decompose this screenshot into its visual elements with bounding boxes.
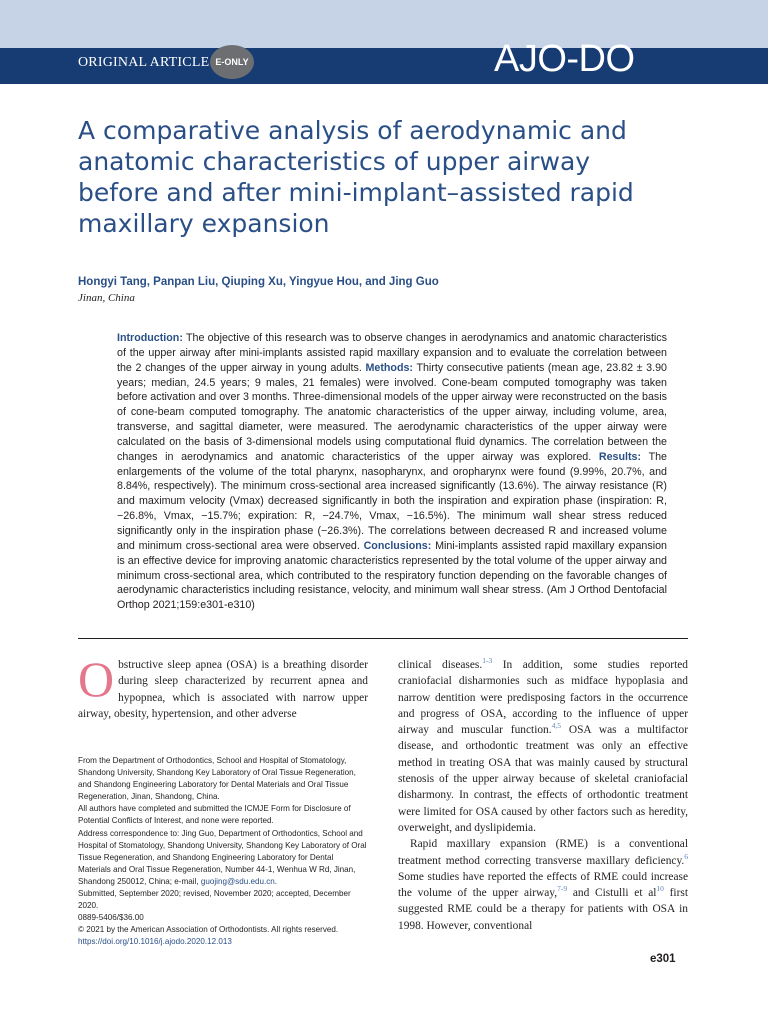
disclosure-note: All authors have completed and submitted the ICMJE Form for Disclosure of Potential Conflicts of Interest, and none were reported. xyxy=(78,804,351,826)
citation-ref[interactable]: 7-9 xyxy=(557,884,568,894)
affiliation-note: From the Department of Orthodontics, School and Hospital of Stomatology, Shandong University, Shandong Key Laboratory of Oral Tissue Regeneration, and Shandong Engineering Laboratory for Dental Materials and Oral Tissue Regeneration, Jinan, Shandong, China. xyxy=(78,756,356,802)
body-paragraph: Rapid maxillary expansion (RME) is a conventional treatment method correcting transverse maxillary deficiency.$^6$ Some studies have reported the effects of RME could increase the volume of the upper airway,$^{7-9}$ and Cistulli et $al^{10}$ first suggested RME could be a therapy for patients with OSA in 1998. However, conventional xyxy=(398,838,688,932)
section-divider xyxy=(78,638,688,639)
abstract-conclusions: Mini-implants assisted rapid maxillary expansion is an effective device for improving anatomic characteristics represented by the total volume of the upper airway and minimum cross-sectional area, which contributed to the respiratory function depending on the favorable changes of aerodynamic characteristics including resistance, velocity, and minimum wall shear stress. (Am J Orthod Dentofacial Orthop 2021;159:e301-e310) xyxy=(117,539,667,612)
abstract-results: The enlargements of the volume of the total pharynx, nasopharynx, and oropharynx were found (9.99%, 20.7%, and 8.84%, respectively). The minimum cross-sectional area increased significantly (13.6%). The airway resistance (R) and maximum velocity (Vmax) decreased significantly in both the inspiration and expiration phase (inspiration: R, −26.8%, Vmax, −15.7%; expiration: R, −24.7%, Vmax, −16.5%). The minimum wall shear stress reduced significantly only in the inspiration phase (−26.3%). The correlations between decreased R and increased volume and minimum cross-sectional area were observed. xyxy=(117,450,667,552)
author-list[interactable]: Hongyi Tang, Panpan Liu, Qiuping Xu, Yingyue Hou, and Jing Guo xyxy=(78,276,439,288)
citation-ref[interactable]: 4,5 xyxy=(551,721,561,731)
footnotes xyxy=(78,755,368,949)
article-type-label: ORIGINAL ARTICLE xyxy=(78,55,210,70)
body-column-left xyxy=(78,651,368,722)
email-link[interactable]: guojing@sdu.edu.cn xyxy=(200,876,275,886)
article-title: A comparative analysis of aerodynamic and anatomic characteristics of upper airway before and after mini-implant–assisted rapid maxillary expansion xyxy=(78,116,634,238)
abstract xyxy=(117,331,667,613)
doi-link[interactable]: https://doi.org/10.1016/j.ajodo.2020.12.013 xyxy=(78,937,232,947)
citation-ref[interactable]: 1-3 xyxy=(482,656,493,666)
drop-cap: O xyxy=(78,651,115,707)
e-only-badge: E-ONLY xyxy=(210,45,254,79)
abstract-conclusions-heading: Conclusions: xyxy=(363,539,432,552)
copyright-note: © 2021 by the American Association of Orthodontists. All rights reserved. xyxy=(78,925,339,935)
page-number: e301 xyxy=(650,953,676,965)
abstract-methods: Thirty consecutive patients (mean age, 23.82 ± 3.90 years; median, 24.5 years; 9 males, 21 females) were involved. Cone-beam computed tomography was taken before activation and over 3 months. Three-dimensional models of the upper airway were reconstructed on the basis of cone-beam computed tomography. The anatomic characteristics of the upper airway, including volume, area, transverse, and sagittal diameter, were measured. The aerodynamic characteristics of the upper airway were calculated on the basis of 3-dimensional models using computational fluid dynamics. The correlation between the changes in aerodynamics and anatomic characteristics of the upper airway was explored. xyxy=(117,361,667,463)
abstract-introduction-heading: Introduction: xyxy=(117,332,183,344)
top-band xyxy=(0,0,768,48)
abstract-introduction: The objective of this research was to observe changes in aerodynamics and anatomic characteristics of the upper airway after mini-implants assisted rapid maxillary expansion and to evaluate the correlation between the 2 changes of the upper airway in young adults. xyxy=(117,332,667,374)
intro-paragraph: bstructive sleep apnea (OSA) is a breathing disorder during sleep characterized by recurrent apnea and hypopnea, which is associated with narrow upper airway, obesity, hypertension, and other adverse xyxy=(78,659,368,720)
correspondence-note: Address correspondence to: Jing Guo, Department of Orthodontics, School and Hospital of Stomatology, Shandong University, Shandong Key Laboratory of Oral Tissue Regeneration, and Shandong Engineering Laboratory for Dental Materials and Oral Tissue Regeneration, Number 44-1, Wenhua W Rd, Jinan, Shandong 250012, China; e-mail, guojing@sdu.edu.cn. xyxy=(78,828,367,886)
dates-note: Submitted, September 2020; revised, November 2020; accepted, December 2020. xyxy=(78,889,351,911)
body-column-right xyxy=(398,657,688,934)
abstract-methods-heading: Methods: xyxy=(365,361,413,374)
journal-logo: AJO-DO xyxy=(494,38,635,80)
issn-note: 0889-5406/$36.00 xyxy=(78,913,144,923)
body-paragraph: clinical diseases.$^{1-3}$ In addition, some studies reported craniofacial disharmonies such as midface hypoplasia and narrow dentition were predisposing factors in the occurrence and progress of OSA, according to the influence of upper airway and muscular function.$^{4,5}$ OSA was a multifactor disease, and orthodontic treatment was only an effective method in treating OSA that was mainly caused by structural stenosis of the upper airway because of skeletal craniofacial disharmony. In contrast, the effects of orthodontic treatment were limited for OSA caused by other factors such as heredity, overweight, and dyslipidemia. xyxy=(398,656,688,834)
citation-ref[interactable]: 6 xyxy=(684,851,688,861)
abstract-results-heading: Results: xyxy=(598,450,642,463)
citation-ref[interactable]: 10 xyxy=(656,884,664,894)
author-location: Jinan, China xyxy=(78,292,135,304)
